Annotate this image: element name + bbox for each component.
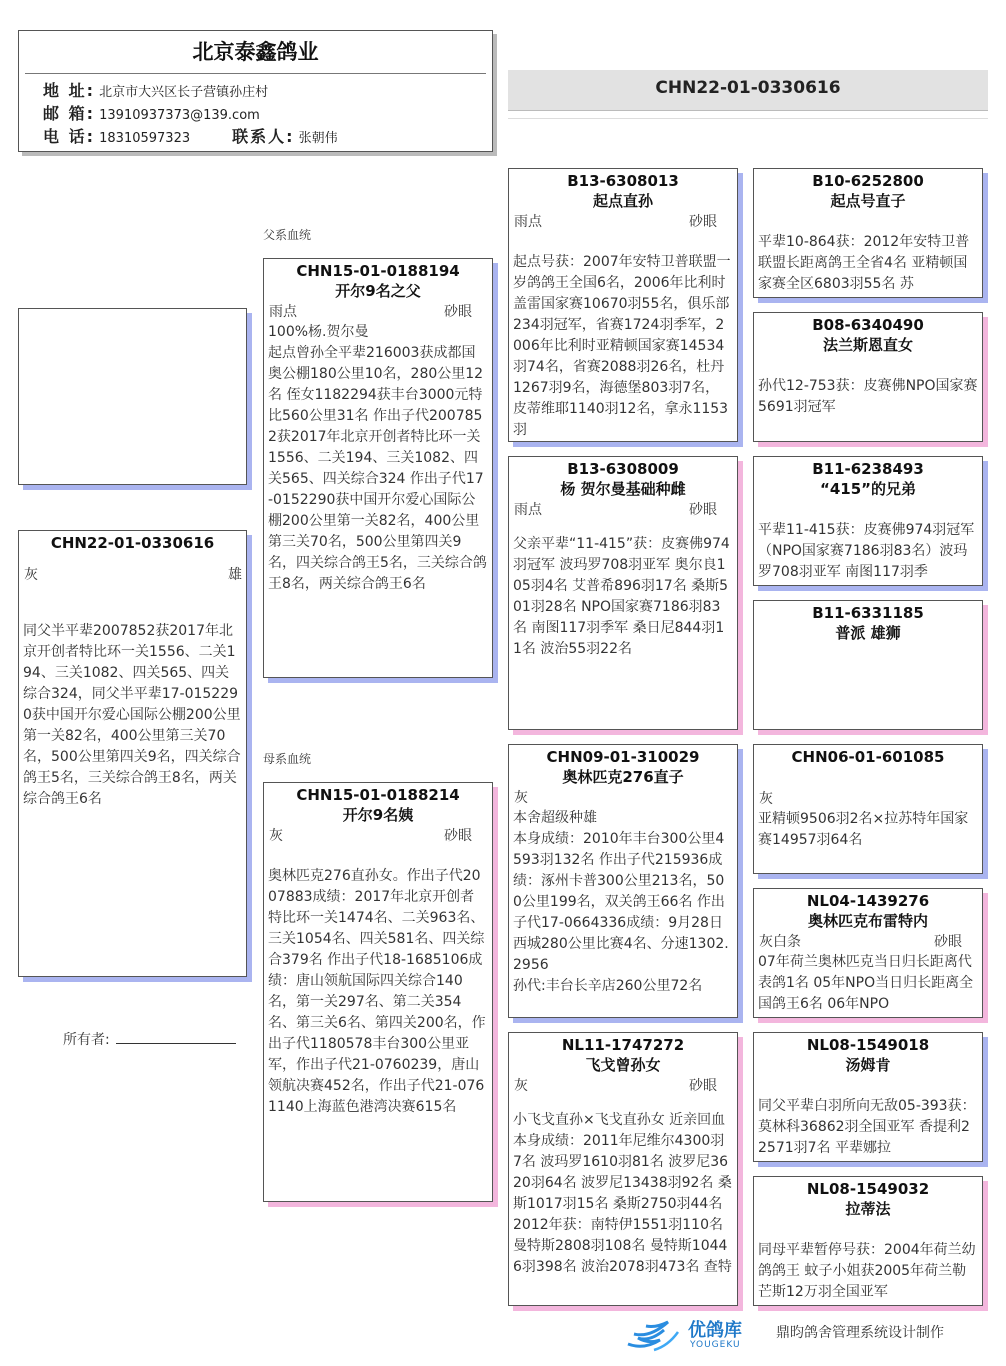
gp3-card xyxy=(508,744,738,1018)
logo-en: YOUGEKU xyxy=(690,1340,741,1350)
ggp3-ring: B11-6238493 xyxy=(812,460,924,478)
owner-line xyxy=(116,1043,236,1044)
ggp6-card xyxy=(753,888,983,1018)
ggp1-card xyxy=(753,168,983,298)
subject-card xyxy=(18,530,247,977)
gp3-name: 奥林匹克276直子 xyxy=(562,768,684,786)
sire-name: 开尔9名之父 xyxy=(335,282,421,300)
dam-line-label: 母系血统 xyxy=(263,752,312,766)
ggp5-card xyxy=(753,744,983,874)
ggp7-card xyxy=(753,1032,983,1162)
pigeon-photo xyxy=(18,308,247,485)
ggp2-name: 法兰斯恩直女 xyxy=(822,336,913,354)
sire-line-label: 父系血统 xyxy=(263,228,312,242)
gp3-ring: CHN09-01-310029 xyxy=(546,748,700,766)
dam-text: 奥林匹克276直孙女。作出子代2007883成绩：2017年北京开创者特比环一关1474名、二关963名、三关1054名、四关581名、四关综合379名 作出子代18-1685106成绩：唐山领航国际四关综合140名，第一关297名、第二关354名、第三关6名、第四关200名，作出子代1180578丰台300公里亚军，作出子代21-0760239，唐山领航决赛452名，作出子代21-0761140上海蓝色港湾决赛615名 xyxy=(268,868,486,1115)
ggp3-text: 平辈11-415获：皮赛佛974羽冠军（NPO国家赛7186羽83名）波玛罗708羽亚军 南图117羽季 xyxy=(758,522,975,580)
logo-cn: 优鸽库 xyxy=(688,1320,742,1341)
ggp5-ring: CHN06-01-601085 xyxy=(791,748,945,766)
ggp8-text: 同母平辈暂停号获：2004年荷兰幼鸽鸽王 蚊子小姐获2005年荷兰勒芒斯12万羽全国亚军 xyxy=(758,1242,976,1300)
email-row: 邮 箱: 13910937373@139.com xyxy=(43,104,260,123)
ggp6-ring: NL04-1439276 xyxy=(806,892,930,910)
gp4-text: 小飞戈直孙×飞戈直孙女 近亲回血 本身成绩：2011年尼维尔4300羽7名 波玛罗1610羽81名 波罗尼3620羽64名 波罗尼13438羽92名 桑斯1017羽15名 桑斯2750羽44名 2012年获：南特伊1551羽110名 曼特斯2808羽108名 曼特斯10446羽398名 波治2078羽473名 查特 xyxy=(513,1112,732,1275)
ggp2-text: 孙代12-753获：皮赛佛NPO国家赛5691羽冠军 xyxy=(758,378,978,415)
top-ring-label: CHN22-01-0330616 xyxy=(655,78,841,98)
sire-card xyxy=(263,258,493,678)
ggp5-text: 亚精顿9506羽2名×拉苏特年国家赛14957羽64名 xyxy=(758,811,969,848)
footer-credit: 鼎昀鸽舍管理系统设计制作 xyxy=(776,1325,944,1341)
ggp7-ring: NL08-1549018 xyxy=(806,1036,930,1054)
subject-text: 同父半平辈2007852获2017年北京开创者特比环一关1556、二关194、三关1082、四关565、四关综合324，同父半平辈17-0152290获中国开尔爱心国际公棚200公里第一关82名，400公里第三关70名，500公里第四关9名，四关综合鸽王5名，三关综合鸽王8名，两关综合鸽王6名 xyxy=(23,623,241,807)
top-ring-divider xyxy=(508,118,988,119)
dam-card xyxy=(263,782,493,1202)
subject-ring: CHN22-01-0330616 xyxy=(50,534,215,552)
ggp4-name: 普派 雄狮 xyxy=(835,624,901,642)
gp4-attrs: 灰 砂眼 xyxy=(514,1078,717,1094)
sire-text: 100%杨.贺尔曼 起点曾孙全平辈216003获成都国奥公棚180公里10名，280公里12名 侄女1182294获丰台3000元特比560公里31名 作出子代2007852获2017年北京开创者特比环一关1556、二关194、三关1082、四关565、四关综合324 作出子代17-0152290获中国开尔爱心国际公棚200公里第一关82名，400公里第三关70名，500公里第四关9名，四关综合鸽王5名，三关综合鸽王8名，两关综合鸽王6名 xyxy=(268,324,487,592)
gp1-name: 起点直孙 xyxy=(592,192,653,210)
ggp6-name: 奥林匹克布雷特内 xyxy=(807,912,928,930)
footer-logo xyxy=(624,1312,764,1356)
sire-ring: CHN15-01-0188194 xyxy=(296,262,460,280)
company-name: 北京泰鑫鸽业 xyxy=(192,40,319,64)
gp2-card xyxy=(508,456,738,730)
ggp8-card xyxy=(753,1176,983,1306)
logo-swirl-icon xyxy=(624,1314,682,1354)
gp2-text: 父亲平辈“11-415”获：皮赛佛974羽冠军 波玛罗708羽亚军 奥尔良105羽4名 艾普希896羽17名 桑斯501羽28名 NPO国家赛7186羽83名 南图117羽季军 桑日尼844羽11名 波治55羽22名 xyxy=(513,536,730,657)
ggp6-text: 07年荷兰奥林匹克当日归长距离代表鸽1名 05年NPO当日归长距离全国鸽王6名 06年NPO xyxy=(758,954,974,1012)
phone-row: 电 话: 18310597323 联系人: 张朝伟 xyxy=(43,127,338,146)
ggp1-name: 起点号直子 xyxy=(830,192,906,210)
address-row: 地 址: 北京市大兴区长子营镇孙庄村 xyxy=(43,81,269,100)
subject-attrs: 灰 雄 xyxy=(24,567,242,583)
ggp3-name: “415”的兄弟 xyxy=(819,480,917,498)
dam-ring: CHN15-01-0188214 xyxy=(296,786,460,804)
gp3-attrs: 灰 xyxy=(514,790,528,806)
ggp6-attrs: 灰白条 砂眼 xyxy=(759,934,962,950)
gp2-name: 杨 贺尔曼基础种雌 xyxy=(560,480,686,498)
company-header xyxy=(18,30,493,152)
ggp2-card xyxy=(753,312,983,442)
header-divider xyxy=(25,73,486,74)
ggp1-text: 平辈10-864获：2012年安特卫普联盟长距离鸽王全省4名 亚精顿国家赛全区6803羽55名 苏 xyxy=(758,234,970,292)
gp2-attrs: 雨点 砂眼 xyxy=(514,502,717,518)
ggp2-ring: B08-6340490 xyxy=(812,316,924,334)
ggp4-ring: B11-6331185 xyxy=(812,604,924,622)
ggp3-card xyxy=(753,456,983,586)
gp1-text: 起点号获：2007年安特卫普联盟一岁鸽鸽王全国6名，2006年比利时盖雷国家赛10670羽55名，俱乐部234羽冠军，省赛1724羽季军，2006年比利时亚精顿国家赛14534羽74名，省赛2088羽26名，杜丹1267羽9名，海德堡803羽7名，皮蒂维耶1140羽12名，拿永1153羽 xyxy=(513,254,731,438)
dam-name: 开尔9名姨 xyxy=(342,806,414,824)
gp4-name: 飞戈曾孙女 xyxy=(585,1056,661,1074)
ggp7-name: 汤姆肯 xyxy=(845,1056,891,1074)
gp1-ring: B13-6308013 xyxy=(567,172,679,190)
gp1-card xyxy=(508,168,738,442)
ggp1-ring: B10-6252800 xyxy=(812,172,924,190)
ggp8-name: 拉蒂法 xyxy=(845,1200,891,1218)
gp4-ring: NL11-1747272 xyxy=(561,1036,685,1054)
ggp4-card xyxy=(753,600,983,730)
gp1-attrs: 雨点 砂眼 xyxy=(514,214,717,230)
ggp5-attrs: 灰 xyxy=(759,791,773,807)
sire-attrs: 雨点 砂眼 xyxy=(269,304,472,320)
dam-attrs: 灰 砂眼 xyxy=(269,828,472,844)
ggp7-text: 同父平辈白羽所向无敌05-393获：莫林科36862羽全国亚军 香提利22571羽7名 平辈娜拉 xyxy=(758,1098,976,1156)
ggp8-ring: NL08-1549032 xyxy=(806,1180,930,1198)
gp4-card xyxy=(508,1032,738,1306)
owner-label: 所有者: xyxy=(63,1029,236,1049)
gp2-ring: B13-6308009 xyxy=(567,460,679,478)
gp3-text: 本舍超级种雄 本身成绩：2010年丰台300公里4593羽132名 作出子代215936成绩：涿州卡普300公里213名，500公里199名，双关鸽王66名 作出子代17-0664336成绩：9月28日西城280公里比赛4名、分速1302.2956 孙代:丰台长辛店260公里72名 xyxy=(513,810,729,994)
